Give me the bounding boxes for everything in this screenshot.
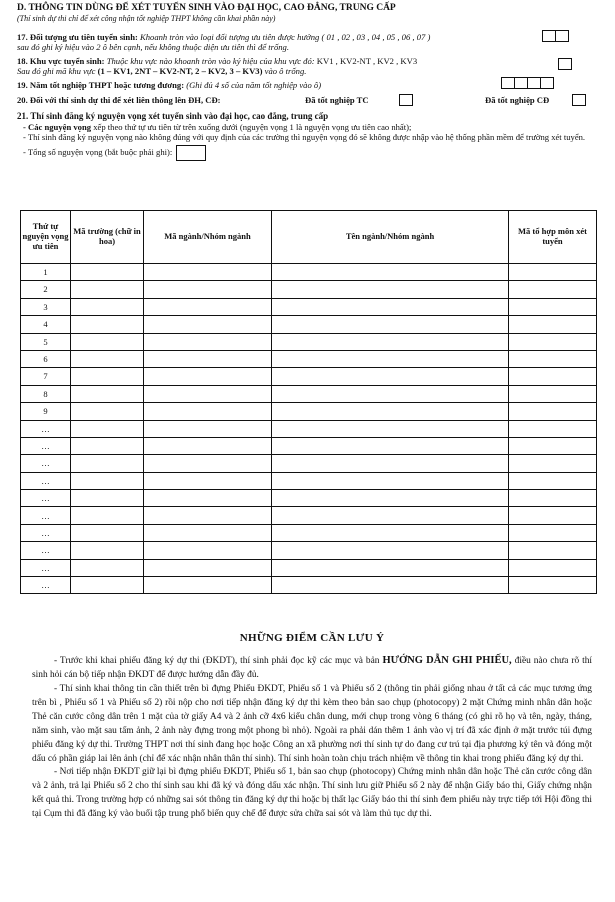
table-cell-input[interactable]	[71, 298, 144, 315]
item-19	[17, 80, 602, 90]
wishes-total-label: - Tổng số nguyện vọng (bắt buộc phải ghi):	[23, 147, 173, 158]
header-school-code: Mã trường (chữ in hoa)	[71, 211, 144, 264]
table-row	[21, 507, 597, 524]
table-cell-input[interactable]	[272, 333, 509, 350]
table-cell-input[interactable]	[144, 455, 272, 472]
table-cell-input[interactable]	[71, 577, 144, 594]
table-row	[21, 577, 597, 594]
table-cell-input[interactable]	[272, 298, 509, 315]
row-priority-number: 6	[21, 350, 71, 367]
table-cell-input[interactable]	[509, 385, 597, 402]
table-cell-input[interactable]	[509, 403, 597, 420]
region-codes: KV1 , KV2-NT , KV2 , KV3	[316, 55, 418, 66]
section-title: D. THÔNG TIN DÙNG ĐỂ XÉT TUYỂN SINH VÀO ĐẠI HỌC, CAO ĐẲNG, TRUNG CẤP	[17, 3, 396, 13]
table-cell-input[interactable]	[272, 368, 509, 385]
priority-box-1[interactable]	[542, 30, 556, 42]
table-cell-input[interactable]	[509, 455, 597, 472]
section-note: (Thí sinh dự thi chỉ để xét công nhận tốt nghiệp THPT không cần khai phần này)	[17, 14, 276, 24]
note-1-guide: HƯỚNG DẪN GHI PHIẾU,	[382, 655, 512, 667]
row-priority-number: …	[21, 490, 71, 507]
table-cell-input[interactable]	[509, 350, 597, 367]
table-cell-input[interactable]	[509, 524, 597, 541]
table-cell-input[interactable]	[509, 298, 597, 315]
priority-boxes[interactable]	[543, 30, 569, 42]
cd-checkbox[interactable]	[572, 94, 586, 106]
table-cell-input[interactable]	[71, 368, 144, 385]
table-row	[21, 385, 597, 402]
row-priority-number: …	[21, 437, 71, 454]
table-cell-input[interactable]	[272, 577, 509, 594]
table-body	[21, 264, 597, 594]
table-cell-input[interactable]	[144, 490, 272, 507]
table-cell-input[interactable]	[144, 403, 272, 420]
item-20-tc: Đã tốt nghiệp TC	[305, 94, 369, 105]
header-major-name: Tên ngành/Nhóm ngành	[272, 211, 509, 264]
header-major-code: Mã ngành/Nhóm ngành	[144, 211, 272, 264]
wishes-table	[20, 210, 597, 594]
table-cell-input[interactable]	[144, 298, 272, 315]
item-18-text: Thuộc khu vực nào khoanh tròn vào ký hiệu của khu vực đó:	[106, 55, 315, 66]
table-row	[21, 437, 597, 454]
table-cell-input[interactable]	[272, 350, 509, 367]
table-cell-input[interactable]	[509, 542, 597, 559]
table-cell-input[interactable]	[71, 385, 144, 402]
item-18-label: 18. Khu vực tuyển sinh:	[17, 55, 105, 66]
table-cell-input[interactable]	[272, 490, 509, 507]
table-cell-input[interactable]	[144, 507, 272, 524]
table-row	[21, 455, 597, 472]
item-17-label: 17. Đối tượng ưu tiên tuyển sinh:	[17, 31, 138, 42]
item-19-text: (Ghi đủ 4 số của năm tốt nghiệp vào ô)	[186, 80, 322, 91]
item-18-text2b: (1 – KV1, 2NT – KV2-NT, 2 – KV2, 3 – KV3)	[97, 65, 263, 76]
tc-checkbox[interactable]	[399, 94, 413, 106]
table-cell-input[interactable]	[272, 437, 509, 454]
row-priority-number: 9	[21, 403, 71, 420]
table-cell-input[interactable]	[71, 333, 144, 350]
row-priority-number: 2	[21, 281, 71, 298]
table-cell-input[interactable]	[272, 507, 509, 524]
row-priority-number: …	[21, 472, 71, 489]
table-cell-input[interactable]	[144, 542, 272, 559]
wishes-total	[17, 145, 602, 161]
row-priority-number: 7	[21, 368, 71, 385]
table-cell-input[interactable]	[272, 385, 509, 402]
table-cell-input[interactable]	[71, 420, 144, 437]
table-cell-input[interactable]	[144, 385, 272, 402]
table-row	[21, 281, 597, 298]
item-18-text2c: vào ô trống.	[264, 65, 307, 76]
item-17-text: Khoanh tròn vào loại đối tượng ưu tiên được hưởng ( 01 , 02 , 03 , 04 , 05 , 06 , 07 )	[140, 31, 431, 42]
table-row	[21, 420, 597, 437]
table-row	[21, 524, 597, 541]
table-cell-input[interactable]	[509, 420, 597, 437]
table-cell-input[interactable]	[71, 437, 144, 454]
table-cell-input[interactable]	[71, 455, 144, 472]
header-priority: Thứ tự nguyện vọng ưu tiên	[21, 211, 71, 264]
table-cell-input[interactable]	[509, 333, 597, 350]
table-row	[21, 490, 597, 507]
row-priority-number: …	[21, 577, 71, 594]
row-priority-number: 3	[21, 298, 71, 315]
table-cell-input[interactable]	[144, 316, 272, 333]
item-20	[17, 95, 602, 105]
row-priority-number: 1	[21, 264, 71, 281]
table-cell-input[interactable]	[272, 281, 509, 298]
table-cell-input[interactable]	[272, 542, 509, 559]
table-row	[21, 559, 597, 576]
item-18	[17, 56, 602, 66]
year-box-4[interactable]	[540, 77, 554, 89]
table-cell-input[interactable]	[509, 507, 597, 524]
table-cell-input[interactable]	[509, 577, 597, 594]
table-row	[21, 333, 597, 350]
note-1-a: - Trước khi khai phiếu đăng ký dự thi (ĐKDT), thí sinh phải đọc kỹ các mục và bản	[54, 656, 380, 667]
wishes-title: 21. Thí sinh đăng ký nguyện vọng xét tuyển sinh vào đại học, cao đẳng, trung cấp	[17, 110, 329, 121]
item-17	[17, 32, 602, 42]
table-cell-input[interactable]	[71, 281, 144, 298]
table-cell-input[interactable]	[71, 524, 144, 541]
item-17-text2: sau đó ghi ký hiệu vào 2 ô bên cạnh, nếu không thuộc diện ưu tiên thì để trống.	[17, 42, 289, 53]
table-cell-input[interactable]	[71, 507, 144, 524]
table-header-row	[21, 211, 597, 264]
table-row	[21, 368, 597, 385]
row-priority-number: …	[21, 542, 71, 559]
year-box-3[interactable]	[527, 77, 541, 89]
table-cell-input[interactable]	[71, 472, 144, 489]
header-subject-combo: Mã tổ hợp môn xét tuyển	[509, 211, 597, 264]
table-cell-input[interactable]	[144, 264, 272, 281]
note-paragraph-2: - Thí sinh khai thông tin cần thiết trên bì đựng Phiếu ĐKDT, Phiếu số 1 và Phiếu số 2 (thông tin phải giống nhau ở tất cả các mục tương ứng trên bì , Phiếu số 1 và Phiếu số 2) rồi nộp cho nơi tiếp nhận đăng ký dự thi kèm theo bản sao chụp (photocopy) 2 mặt Chứng minh nhân dân hoặc Thẻ căn cước công dân trên 1 mặt của tờ giấy A4 và 2 ảnh cỡ 4x6 kiểu chân dung, mới chụp trong vòng 6 tháng (có ghi rõ họ và tên, ngày, tháng, năm sinh, vào mặt sau tấm ảnh, 2 ảnh này đựng trong một phong bì nhỏ). Ngoài ra phải dán thêm 1 ảnh vào vị trí đã xác định ở mặt trước túi đựng phiếu đăng ký dự thi. Trường THPT nơi thí sinh đang học hoặc Công an xã phường nơi thí sinh tự do đang cư trú tại địa phương ký tên và đóng một dấu có phần giáp lai lên ảnh (chỉ để xác nhận nhân thân thí sinh). Thí sinh hoàn toàn chịu trách nhiệm về thông tin khai trong phiếu đăng ký dự thi.	[32, 684, 592, 764]
item-20-label: 20. Đối với thí sinh dự thi để xét liên thông lên ĐH, CĐ:	[17, 94, 221, 105]
table-cell-input[interactable]	[71, 490, 144, 507]
wishes-line-1-rest: xếp theo thứ tự ưu tiên từ trên xuống dưới (nguyện vọng 1 là nguyện vọng ưu tiên cao nhất);	[93, 121, 412, 132]
item-20-cd: Đã tốt nghiệp CĐ	[485, 94, 550, 105]
note-paragraph-3: - Nơi tiếp nhận ĐKDT giữ lại bì đựng phiếu ĐKDT, Phiếu số 1, bản sao chụp (photocopy) Chứng minh nhân dân hoặc Thẻ căn cước công dân và 2 ảnh, trả lại Phiếu số 2 cho thí sinh sau khi đã ký và đóng dấu xác nhận. Thí sinh lưu giữ Phiếu số 2 này để nhận Giấy báo thi, Giấy chứng nhận kết quả thi. Trong trường hợp có những sai sót thông tin đăng ký dự thi hoặc bị thất lạc Giấy báo thi thí sinh đem phiếu này trực tiếp tới Hội đồng thi tại Cụm thi đã đăng ký vào buổi tập trung phổ biến quy chế để được sửa chữa sai sót và làm thủ tục dự thi.	[32, 767, 592, 820]
item-17-cont	[17, 42, 602, 52]
table-cell-input[interactable]	[272, 420, 509, 437]
row-priority-number: 4	[21, 316, 71, 333]
table-cell-input[interactable]	[509, 437, 597, 454]
year-box-1[interactable]	[501, 77, 515, 89]
table-cell-input[interactable]	[71, 559, 144, 576]
wishes-line-1	[17, 122, 602, 132]
row-priority-number: …	[21, 420, 71, 437]
table-row	[21, 542, 597, 559]
table-cell-input[interactable]	[272, 559, 509, 576]
table-row	[21, 264, 597, 281]
graduation-year-boxes[interactable]	[502, 77, 554, 89]
total-wishes-box[interactable]	[176, 145, 206, 161]
table-row	[21, 403, 597, 420]
table-cell-input[interactable]	[272, 524, 509, 541]
table-cell-input[interactable]	[509, 490, 597, 507]
table-cell-input[interactable]	[509, 281, 597, 298]
notes-title: NHỮNG ĐIỂM CẦN LƯU Ý	[239, 632, 385, 644]
wishes-line-2: - Thí sinh đăng ký nguyện vọng nào không đúng với quy định của các trường thì nguyện vọng đó sẽ không được nhập vào hệ thống phần mềm để trường xét tuyển.	[23, 131, 586, 142]
row-priority-number: …	[21, 559, 71, 576]
table-cell-input[interactable]	[144, 524, 272, 541]
item-18-text2a: Sau đó ghi mã khu vực	[17, 65, 96, 76]
table-row	[21, 350, 597, 367]
table-cell-input[interactable]	[144, 350, 272, 367]
note-1-b: điều nào chưa rõ thí sinh hỏi cán bộ tiếp nhận ĐKDT để được hướng dẫn đầy đủ.	[32, 656, 592, 681]
note-paragraph-1	[32, 653, 592, 683]
notes-section	[32, 632, 592, 822]
table-cell-input[interactable]	[144, 420, 272, 437]
table-row	[21, 298, 597, 315]
section-d	[17, 3, 602, 161]
table-cell-input[interactable]	[144, 559, 272, 576]
table-cell-input[interactable]	[144, 368, 272, 385]
table-cell-input[interactable]	[509, 316, 597, 333]
table-cell-input[interactable]	[71, 350, 144, 367]
table-cell-input[interactable]	[71, 403, 144, 420]
table-cell-input[interactable]	[144, 472, 272, 489]
table-cell-input[interactable]	[272, 472, 509, 489]
table-cell-input[interactable]	[71, 264, 144, 281]
table-cell-input[interactable]	[509, 264, 597, 281]
table-cell-input[interactable]	[144, 333, 272, 350]
row-priority-number: …	[21, 507, 71, 524]
wishes-line-1-bold: - Các nguyện vọng	[23, 121, 92, 132]
row-priority-number: …	[21, 455, 71, 472]
table-cell-input[interactable]	[272, 455, 509, 472]
item-18-cont	[17, 66, 602, 76]
table-cell-input[interactable]	[144, 577, 272, 594]
row-priority-number: …	[21, 524, 71, 541]
table-cell-input[interactable]	[272, 316, 509, 333]
table-row	[21, 472, 597, 489]
table-row	[21, 316, 597, 333]
table-cell-input[interactable]	[144, 281, 272, 298]
table-cell-input[interactable]	[509, 368, 597, 385]
row-priority-number: 5	[21, 333, 71, 350]
table-cell-input[interactable]	[509, 472, 597, 489]
table-cell-input[interactable]	[71, 316, 144, 333]
priority-box-2[interactable]	[555, 30, 569, 42]
row-priority-number: 8	[21, 385, 71, 402]
table-cell-input[interactable]	[71, 542, 144, 559]
table-cell-input[interactable]	[144, 437, 272, 454]
year-box-2[interactable]	[514, 77, 528, 89]
table-cell-input[interactable]	[272, 403, 509, 420]
table-cell-input[interactable]	[509, 559, 597, 576]
item-19-label: 19. Năm tốt nghiệp THPT hoặc tương đương:	[17, 80, 185, 91]
table-cell-input[interactable]	[272, 264, 509, 281]
